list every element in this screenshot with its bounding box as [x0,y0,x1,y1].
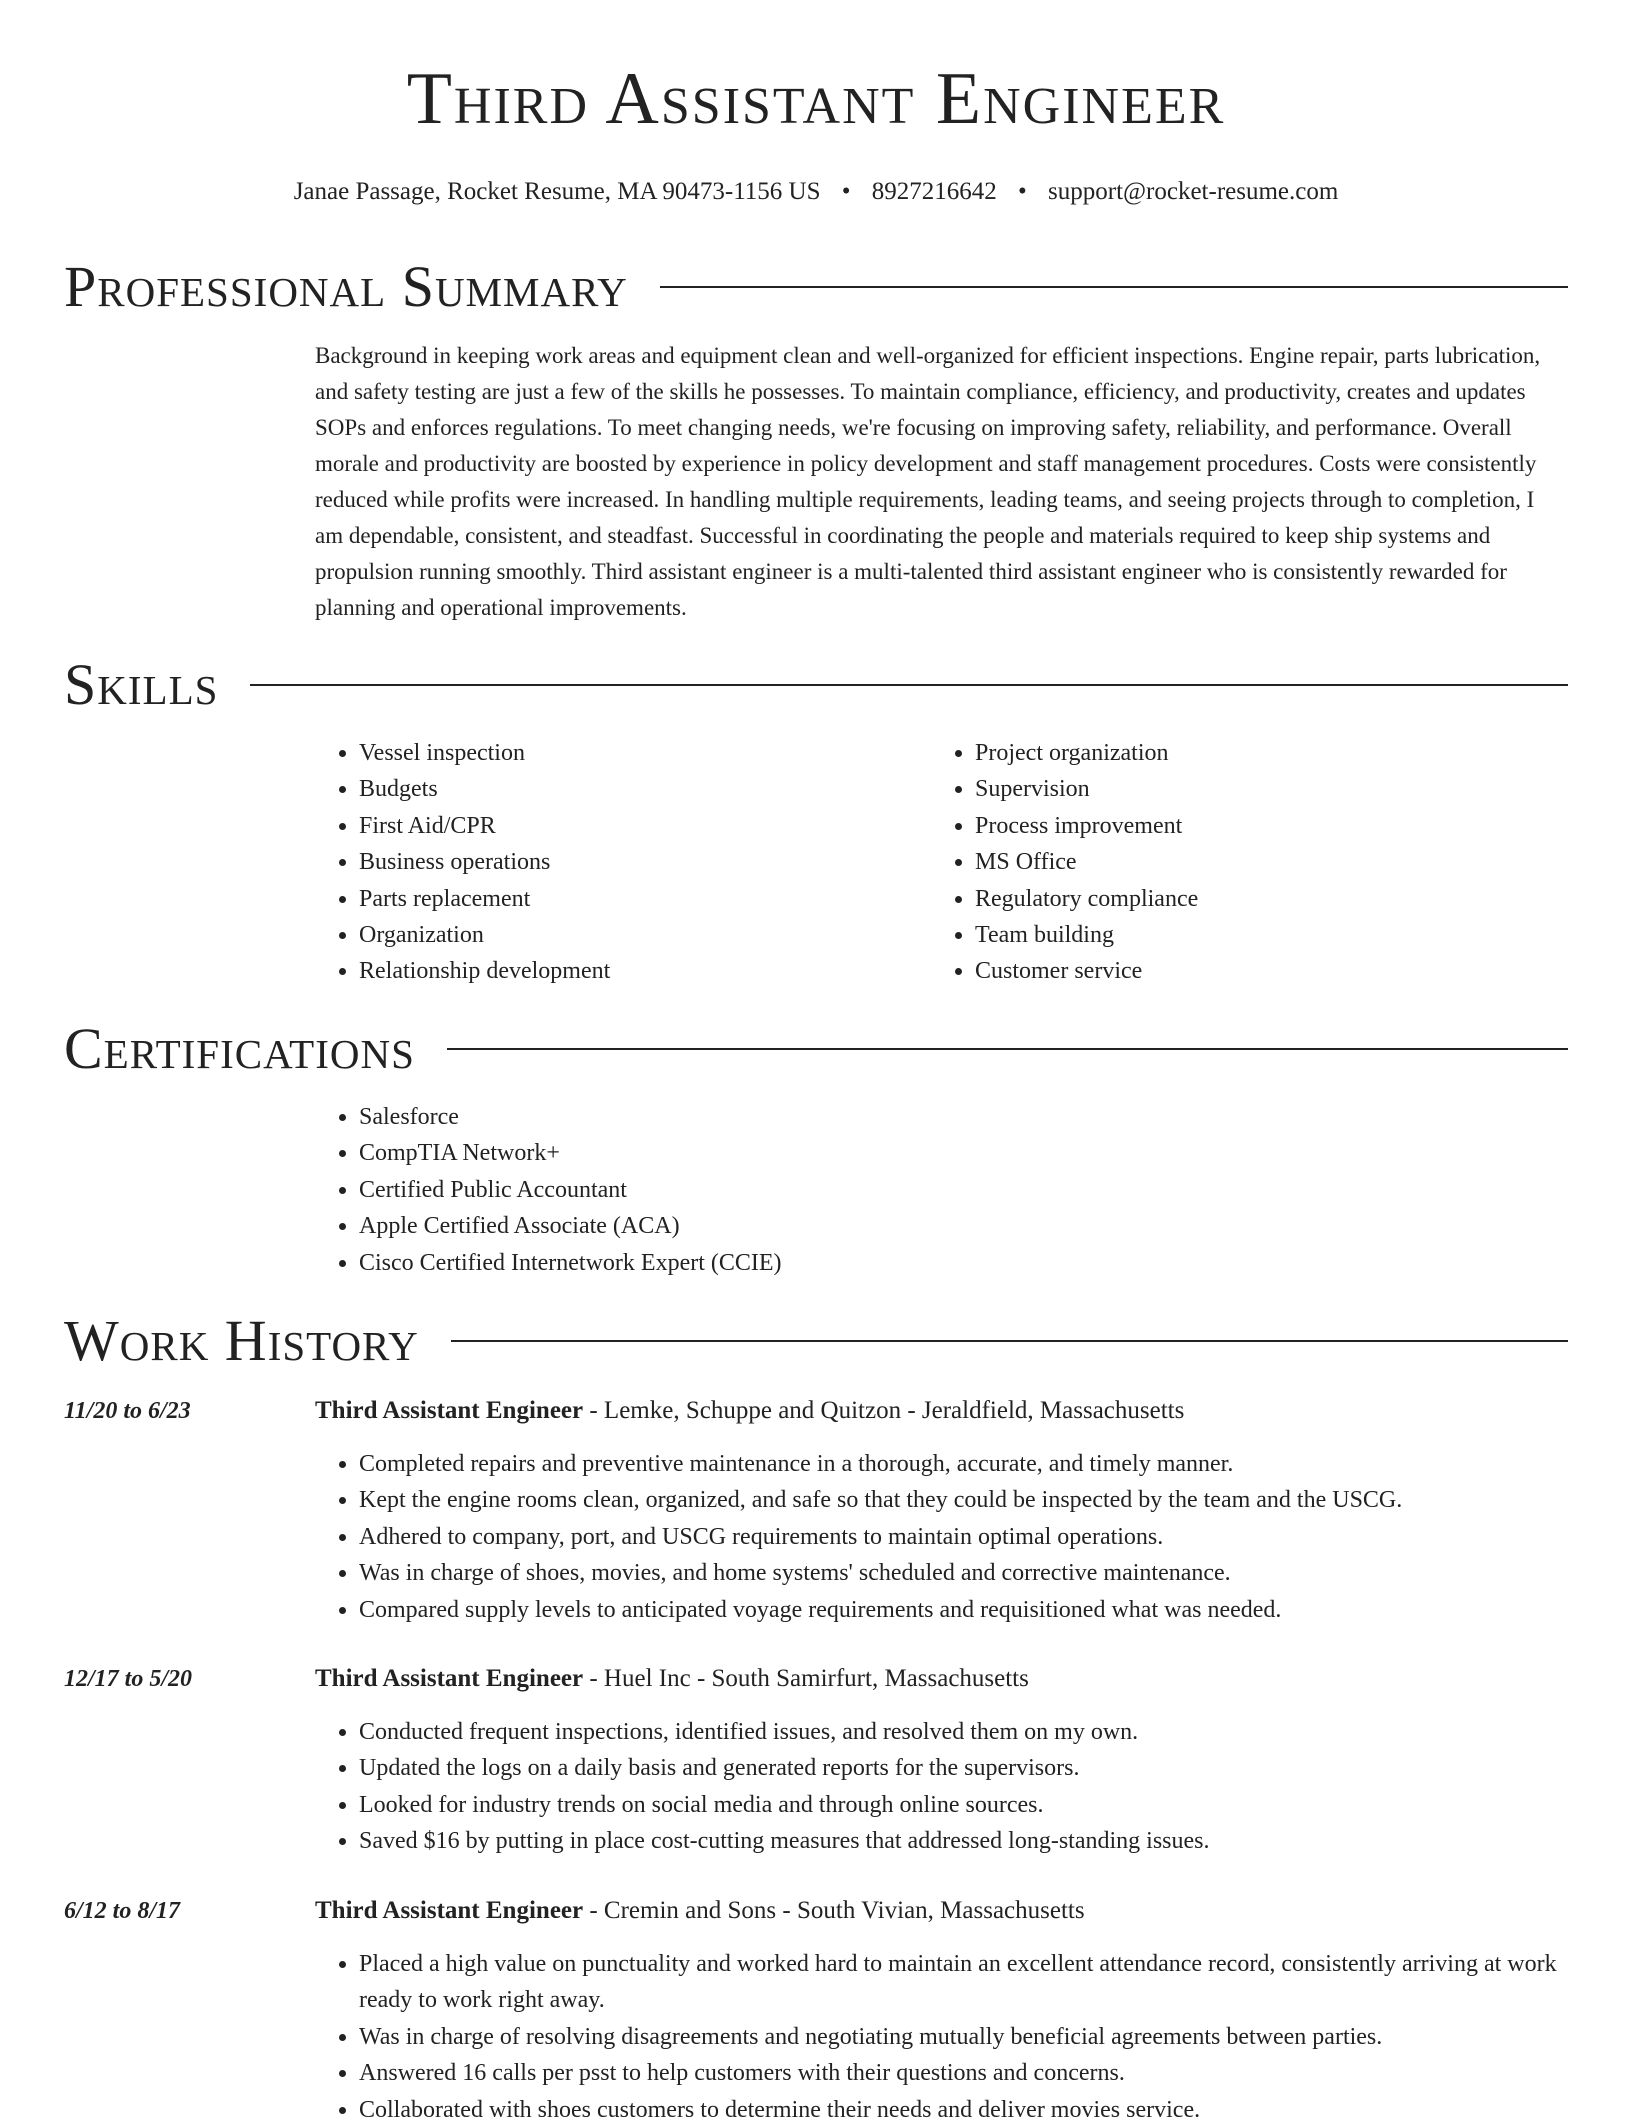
section-divider [447,1048,1568,1050]
skill-item: • Process improvement [975,808,1531,844]
job-bullets [315,1946,1568,2128]
certification-item: • CompTIA Network+ [359,1135,782,1171]
summary-text: Background in keeping work areas and equipment clean and well-organized for efficient inspections. Engine repair, parts lubrication, and safety testing are just a few of the skills he possesses. To maintain compliance, efficiency, and productivity, creates and updates SOPs and enforces regulations. To meet changing needs, we're focusing on improving safety, reliability, and performance. Overall morale and productivity are boosted by experience in policy development and staff management procedures. Costs were consistently reduced while profits were increased. In handling multiple requirements, leading teams, and seeing projects through to completion, I am dependable, consistent, and steadfast. Successful in coordinating the people and materials required to keep ship systems and propulsion running smoothly. Third assistant engineer is a multi-talented third assistant engineer who is consistently rewarded for planning and operational improvements. [315,343,1541,620]
job-company-location: - Huel Inc - South Samirfurt, Massachusetts [583,1665,1029,1692]
contact-phone: 8927216642 [871,178,997,205]
job-bullet: • Updated the logs on a daily basis and generated reports for the supervisors. [359,1750,1568,1786]
work-history-heading: Work History [64,1308,419,1373]
skill-item: • Budgets [359,771,915,807]
job-company-location: - Cremin and Sons - South Vivian, Massachusetts [583,1897,1085,1924]
job-bullet: • Looked for industry trends on social media and through online sources. [359,1787,1568,1823]
skill-item: • Customer service [975,953,1531,989]
job-dates: 11/20 to 6/23 [64,1398,191,1424]
job-bullet: • Collaborated with shoes customers to determine their needs and deliver movies service. [359,2092,1568,2128]
certification-item: • Certified Public Accountant [359,1172,782,1208]
job-heading [315,1894,1568,1928]
skill-item: • Parts replacement [359,881,915,917]
job-title: Third Assistant Engineer [315,1397,584,1424]
certification-item: • Apple Certified Associate (ACA) [359,1208,782,1244]
certifications-heading: Certifications [64,1016,415,1081]
job-bullet: • Placed a high value on punctuality and worked hard to maintain an excellent attendance record, consistently arriving at work ready to work right away. [359,1946,1568,2019]
certification-item: • Salesforce [359,1099,782,1135]
skills-section-heading [64,652,1568,717]
certification-item: • Cisco Certified Internetwork Expert (CCIE) [359,1245,782,1281]
summary-section-heading [64,254,1568,319]
contact-line [0,175,1632,209]
job-title: Third Assistant Engineer [315,1665,584,1692]
job-bullet: • Was in charge of shoes, movies, and home systems' scheduled and corrective maintenance. [359,1555,1568,1591]
job-bullet: • Completed repairs and preventive maintenance in a thorough, accurate, and timely manner. [359,1446,1568,1482]
job-heading [315,1662,1568,1696]
skill-item: • Project organization [975,735,1531,771]
section-divider [250,684,1568,686]
section-divider [660,286,1568,288]
job-bullet: • Conducted frequent inspections, identified issues, and resolved them on my own. [359,1714,1568,1750]
skill-item: • Vessel inspection [359,735,915,771]
skill-item: • Team building [975,917,1531,953]
job-heading [315,1394,1568,1428]
contact-email: support@rocket-resume.com [1048,178,1339,205]
job-company-location: - Lemke, Schuppe and Quitzon - Jeraldfield, Massachusetts [583,1397,1185,1424]
skill-item: • Regulatory compliance [975,881,1531,917]
contact-separator: • [1018,178,1027,205]
work-history-section-heading [64,1308,1568,1373]
skills-column-left [315,735,915,990]
skill-item: • Relationship development [359,953,915,989]
section-divider [451,1340,1568,1342]
skill-item: • Business operations [359,844,915,880]
job-bullet: • Saved $16 by putting in place cost-cutting measures that addressed long-standing issues. [359,1823,1568,1859]
skill-item: • Organization [359,917,915,953]
job-bullet: • Adhered to company, port, and USCG requirements to maintain optimal operations. [359,1519,1568,1555]
certifications-list [315,1099,782,1281]
job-bullets [315,1446,1568,1628]
contact-address: Janae Passage, Rocket Resume, MA 90473-1156 US [293,178,821,205]
job-dates: 12/17 to 5/20 [64,1666,193,1692]
job-bullet: • Kept the engine rooms clean, organized, and safe so that they could be inspected by the team and the USCG. [359,1482,1568,1518]
contact-separator: • [841,178,851,205]
job-dates: 6/12 to 8/17 [64,1898,181,1924]
summary-heading: Professional Summary [64,254,628,319]
skill-item: • First Aid/CPR [359,808,915,844]
job-bullet: • Compared supply levels to anticipated voyage requirements and requisitioned what was needed. [359,1592,1568,1628]
job-bullet: • Answered 16 calls per psst to help customers with their questions and concerns. [359,2055,1568,2091]
job-bullet: • Was in charge of resolving disagreements and negotiating mutually beneficial agreements between parties. [359,2019,1568,2055]
job-title: Third Assistant Engineer [315,1897,584,1924]
skill-item: • Supervision [975,771,1531,807]
job-bullets [315,1714,1568,1860]
skills-column-right [931,735,1531,990]
resume-title: Third Assistant Engineer [406,58,1226,140]
certifications-section-heading [64,1016,1568,1081]
skills-heading: Skills [64,652,219,717]
skill-item: • MS Office [975,844,1531,880]
